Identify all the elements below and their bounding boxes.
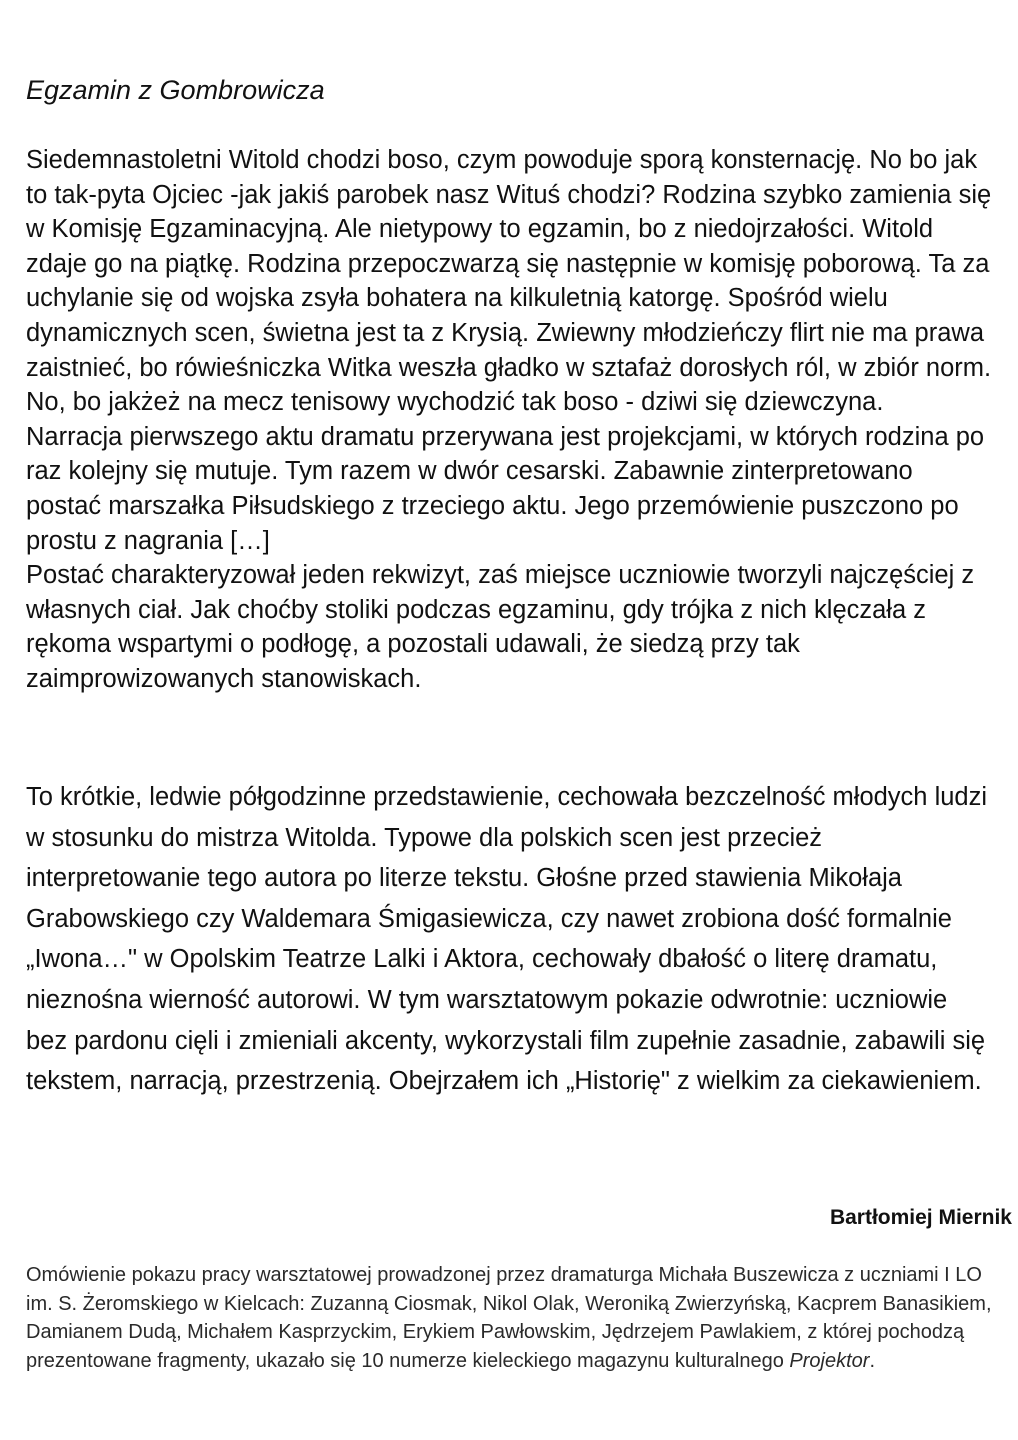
note-text: Omówienie pokazu pracy warsztatowej prowadzonej przez dramaturga Michała Buszewicza z uczniami I LO im. S. Żeromskiego w Kielcach: Zuzanną Ciosmak, Nikol Olak, Weroniką Zwierzyńską, Kacprem Banasikiem, Damianem Dudą, Michałem Kasprzyckim, Erykiem Pawłowskim, Jędrzejem Pawlakiem, z której pochodzą prezentowane fragmenty, ukazało się 10 numerze kieleckiego magazynu kulturalnego <box>26 1264 992 1372</box>
note-end: . <box>869 1349 875 1372</box>
paragraph-2: Narracja pierwszego aktu dramatu przerywana jest projekcjami, w których rodzina po raz kolejny się mutuje. Tym razem w dwór cesarski. Zabawnie zinterpretowano postać marszałka Piłsudskiego z trzeciego aktu. Jego przemówienie puszczono po prostu z nagrania […] <box>26 422 985 555</box>
paragraph-3: Postać charakteryzował jeden rekwizyt, zaś miejsce uczniowie tworzyli najczęściej z własnych ciał. Jak choćby stoliki podczas egzaminu, gdy trójka z nich klęczała z rękoma wspartymi o podłogę, a pozostali udawali, że siedzą przy tak zaimprowizowanych stanowiskach. <box>26 561 975 693</box>
paragraph-4: To krótkie, ledwie półgodzinne przedstawienie, cechowała bezczelność młodych ludzi w stosunku do mistrza Witolda. Typowe dla polskich scen jest przecież interpretowanie tego autora po literze tekstu. Głośne przed stawienia Mikołaja Grabowskiego czy Waldemara Śmigasiewicza, czy nawet zrobiona dość formalnie „Iwona…" w Opolskim Teatrze Lalki i Aktora, cechowały dbałość o literę dramatu, nieznośna wierność autorowi. W tym warsztatowym pokazie odwrotnie: uczniowie bez pardonu cięli i zmieniali akcenty, wykorzystali film zupełnie zasadnie, zabawili się tekstem, narracją, przestrzenią. Obejrzałem ich „Historię" z wielkim za ciekawieniem. <box>26 783 988 1096</box>
author-signature: Bartłomiej Miernik <box>829 1206 1012 1229</box>
magazine-name: Projektor <box>789 1349 870 1372</box>
publication-note <box>26 1261 994 1375</box>
paragraph-1: Siedemnastoletni Witold chodzi boso, czym powoduje sporą konsternację. No bo jak to tak-pyta Ojciec -jak jakiś parobek nasz Wituś chodzi? Rodzina szybko zamienia się w Komisję Egzaminacyjną. Ale nietypowy to egzamin, bo z niedojrzałości. Witold zdaje go na piątkę. Rodzina przepoczwarzą się następnie w komisję poborową. Ta za uchylanie się od wojska zsyła bohatera na kilkuletnią katorgę. Spośród wielu dynamicznych scen, świetna jest ta z Krysią. Zwiewny młodzieńczy flirt nie ma prawa zaistnieć, bo rówieśniczka Witka weszła gładko w sztafaż dorosłych ról, w zbiór norm. No, bo jakżeż na mecz tenisowy wychodzić tak boso - dziwi się dziewczyna. <box>26 146 992 417</box>
article-title: Egzamin z Gombrowicza <box>26 75 325 105</box>
article-body-upper <box>26 143 994 697</box>
article-body-lower <box>26 777 994 1102</box>
